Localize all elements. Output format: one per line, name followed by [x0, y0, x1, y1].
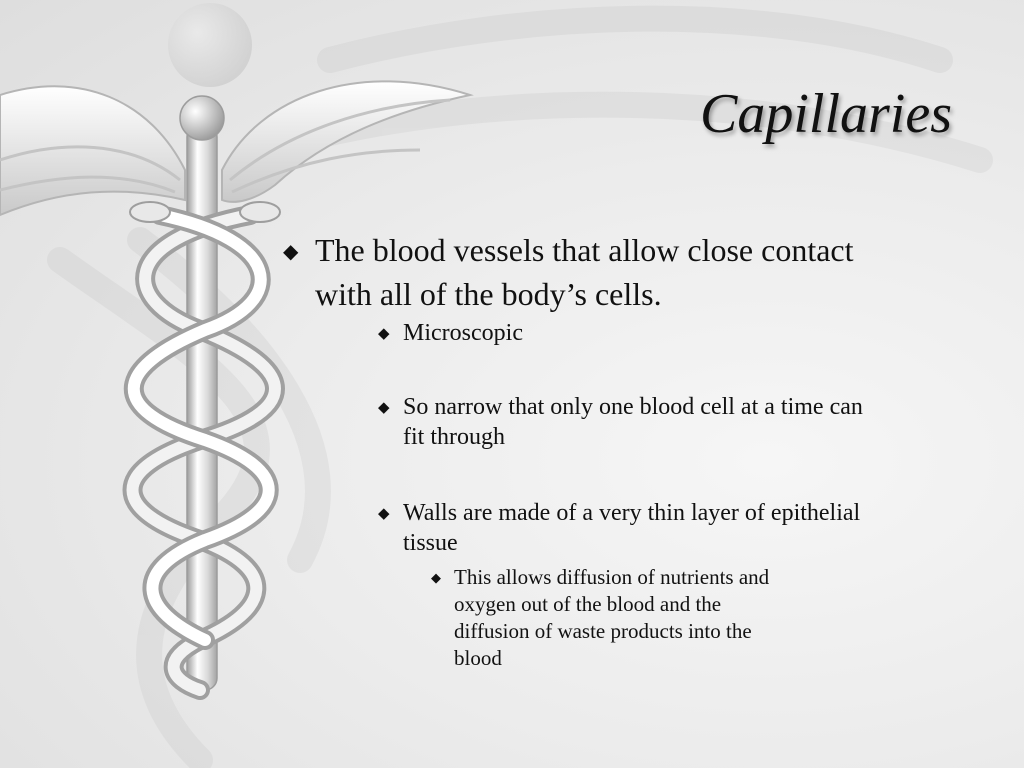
bullet-item — [283, 228, 875, 316]
sub-bullet-text: Walls are made of a very thin layer of epithelial tissue — [403, 500, 861, 556]
sub-bullet-item — [283, 498, 883, 558]
bullet-list — [283, 228, 993, 672]
diamond-bullet-icon: ◆ — [283, 241, 299, 263]
slide-title: Capillaries — [699, 83, 952, 145]
diamond-bullet-icon: ◆ — [378, 400, 390, 416]
diamond-bullet-icon: ◆ — [431, 570, 441, 585]
diamond-bullet-icon: ◆ — [378, 506, 390, 522]
sub-bullet-text: So narrow that only one blood cell at a time can fit through — [403, 394, 863, 450]
sub-bullet-item — [283, 392, 883, 452]
sub-bullet-text: Microscopic — [403, 320, 523, 346]
diamond-bullet-icon: ◆ — [378, 326, 390, 342]
sub-sub-bullet-text: This allows diffusion of nutrients and oxygen out of the blood and the diffusion of waste products into the blood — [454, 565, 770, 670]
sub-bullet-item — [283, 318, 883, 348]
bullet-text: The blood vessels that allow close contact with all of the body’s cells. — [315, 232, 854, 312]
sub-sub-bullet-item — [283, 564, 789, 672]
